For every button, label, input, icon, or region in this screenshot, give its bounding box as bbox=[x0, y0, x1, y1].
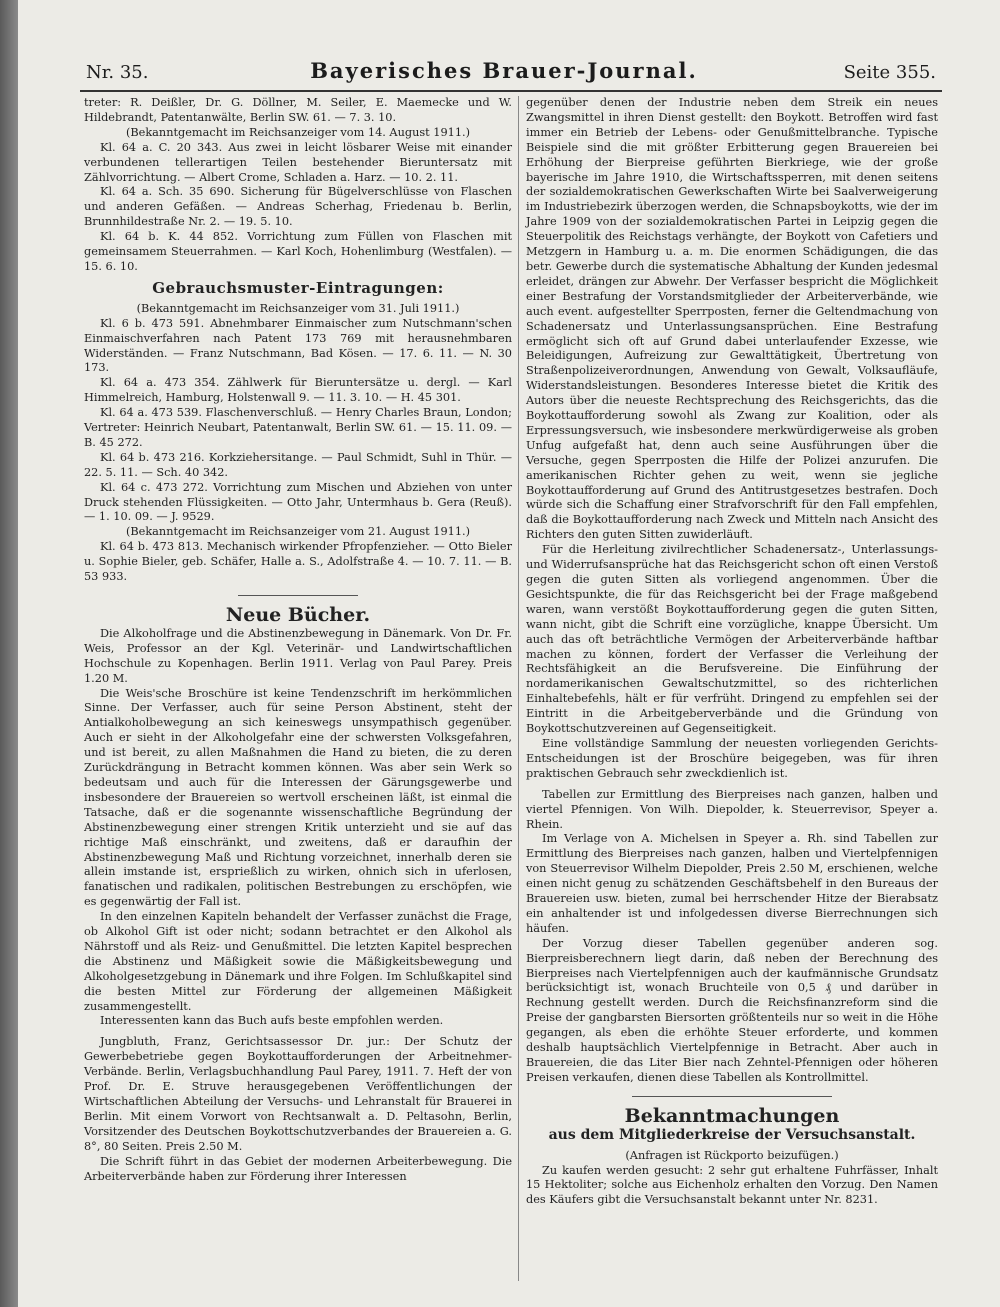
section-subheading: aus dem Mitgliederkreise der Versuchsanstalt. bbox=[548, 1126, 916, 1143]
utility-model-entry: Kl. 64 b. 473 216. Korkziehersitange. — Paul Schmidt, Suhl in Thür. — 22. 5. 11. — Sch. 40 342. bbox=[84, 450, 512, 479]
right-column bbox=[526, 96, 938, 1208]
section-heading-bekanntmachungen: Bekanntmachungen bbox=[624, 1104, 840, 1127]
utility-model-entry: Kl. 64 c. 473 272. Vorrichtung zum Mischen und Abziehen von unter Druck stehenden Flüssigkeiten. — Otto Jahr, Untermhaus b. Gera (Reuß). — 1. 10. 09. — J. 9529. bbox=[84, 480, 512, 524]
review-paragraph: Eine vollständige Sammlung der neuesten vorliegenden Gerichts-Entscheidungen ist der Broschüre beigegeben, was für ihren praktischen Gebrauch sehr zweckdienlich ist. bbox=[526, 736, 938, 780]
patent-entry: treter: R. Deißler, Dr. G. Döllner, M. Seiler, E. Maemecke und W. Hildebrandt, Patentanwälte, Berlin SW. 61. — 7. 3. 10. bbox=[84, 96, 512, 124]
review-paragraph: Die Schrift führt in das Gebiet der modernen Arbeiterbewegung. Die Arbeiterverbände haben zur Förderung ihrer Interessen bbox=[84, 1154, 512, 1183]
book-title-entry: Die Alkoholfrage und die Abstinenzbewegung in Dänemark. Von Dr. Fr. Weis, Professor an der Kgl. Veterinär- und Landwirtschaftlichen Hochschule zu Kopenhagen. Berlin 1911. Verlag von Paul Parey. Preis 1.20 M. bbox=[84, 626, 512, 685]
section-heading-gebrauchsmuster: Gebrauchsmuster-Eintragungen: bbox=[152, 278, 444, 297]
review-paragraph: Interessenten kann das Buch aufs beste empfohlen werden. bbox=[100, 1014, 444, 1028]
review-paragraph: Im Verlage von A. Michelsen in Speyer a. Rh. sind Tabellen zur Ermittlung des Bierpreises nach ganzen, halben und Viertelpfennigen von Steuerrevisor Wilhelm Diepolder, Preis 2.50 M, erschienen, welche einen nicht genug zu schätzenden Geschäftsbehelf in den Bureaus der Brauereien usw. bieten, zumal bei herrschender Hitze der Bierabsatz ein anhaltender ist und infolgedessen diverse Bierrechnungen sich häufen. bbox=[526, 832, 938, 935]
patent-entry: Kl. 64 b. K. 44 852. Vorrichtung zum Füllen von Flaschen mit gemeinsamem Steuerrahmen. — Karl Koch, Hohenlimburg (Westfalen). — 15. 6. 10. bbox=[84, 230, 512, 273]
book-gutter bbox=[0, 0, 18, 1307]
page-header bbox=[68, 56, 940, 90]
notice-note: (Anfragen ist Rückporto beizufügen.) bbox=[625, 1148, 839, 1162]
review-paragraph: gegenüber denen der Industrie neben dem Streik ein neues Zwangsmittel in ihren Dienst gestellt: den Boykott. Betroffen wird fast immer ein Betrieb der Lebens- oder Genußmittelbranche. Typische Beispiele sind die mit größter Erbitterung gegen Brauereien bei Erhöhung der Bierpreise geführten Bierkriege, wie der große bayerische im Jahre 1910, die Wirtschaftssperren, mit denen seitens der sozialdemokratischen Gewerkschaften Wirte bei Saalverweigerung im Industriebezirk überzogen werden, die Schnapsboykotts, wie der im Jahre 1909 von der sozialdemokratischen Partei in Leipzig gegen die Steuerpolitik des Reichstags verhängte, der Boykott von Cafetiers und Metzgern in Hamburg u. a. m. Die enormen Schädigungen, die das betr. Gewerbe durch die systematische Abhaltung der Kunden jedesmal erleidet, drängen zur Abwehr. Der Verfasser bespricht die Möglichkeit einer Bestrafung der Vorstandsmitglieder der Arbeiterverbände, wie auch event. aufgestellter Sperrposten, ferner die Geltendmachung von Schadenersatz und Unterlassungsansprüchen. Eine Bestrafung ermöglicht sich oft auf Grund dabei unterlaufender Exzesse, wie Beleidigungen, Aufreizung zur Gewalttätigkeit, Übertretung von Straßenpolizeiverordnungen, Anwendung von Gewalt, Volksaufläufe, Widerstandsleistungen. Besonderes Interesse bietet die Kritik des Autors über die neueste Rechtsprechung des Reichsgerichts, das die Boykottaufforderung sowohl als Zwang zur Koalition, oder als Erpressungsversuch, wie insbesondere merkwürdigerweise als groben Unfug aufgefaßt hat, denn auch seine Ausführungen über die Versuche, gegen Sperrposten die Hilfe der Polizei anzurufen. Die amerikanischen Richter gehen zu weit, wenn sie jegliche Boykottaufforderung auf Grund des Antitrustgesetzes bestrafen. Doch würde sich die Schaffung einer Strafvorschrift für den Fall empfehlen, daß die Boykottaufforderung nach Zweck und Mitteln nach Ansicht des Richters den guten Sitten zuwiderläuft. bbox=[526, 96, 938, 542]
review-paragraph: In den einzelnen Kapiteln behandelt der Verfasser zunächst die Frage, ob Alkohol Gift ist oder nicht; sodann betrachtet er den Alkohol als Nährstoff und als Reiz- und Genußmittel. Die letzten Kapitel besprechen die Abstinenz und Mäßigkeit sowie die Mäßigkeitsbewegung und Alkoholgesetzgebung in Dänemark und ihre Folgen. Im Schlußkapitel sind die besten Mittel zur Förderung der allgemeinen Mäßigkeit zusammengestellt. bbox=[84, 910, 512, 1013]
publication-note: (Bekanntgemacht im Reichsanzeiger vom 31. Juli 1911.) bbox=[136, 301, 460, 315]
publication-note: (Bekanntgemacht im Reichsanzeiger vom 21. August 1911.) bbox=[125, 525, 471, 539]
section-divider bbox=[632, 1096, 832, 1097]
header-rule bbox=[80, 90, 942, 92]
section-heading-neue-buecher: Neue Bücher. bbox=[225, 604, 371, 626]
patent-entry: Kl. 64 a. Sch. 35 690. Sicherung für Bügelverschlüsse von Flaschen und anderen Gefäßen. — Andreas Scherhag, Friedenau b. Berlin, Brunnhildestraße Nr. 2. — 19. 5. 10. bbox=[84, 185, 512, 229]
book-title-entry: Jungbluth, Franz, Gerichtsassessor Dr. jur.: Der Schutz der Gewerbebetriebe gegen Boykottaufforderungen der Arbeitnehmer-Verbände. Berlin, Verlagsbuchhandlung Paul Parey, 1911. 7. Heft der von Prof. Dr. E. Struve herausgegebenen Veröffentlichungen der Wirtschaftlichen Abteilung der Versuchs- und Lehranstalt für Brauerei in Berlin. Mit einem Vorwort von Rechtsanwalt a. D. Peltasohn, Berlin, Vorsitzender des Deutschen Boykottschutzverbandes der Brauereien a. G. 8°, 80 Seiten. Preis 2.50 M. bbox=[84, 1035, 512, 1153]
book-title-entry: Tabellen zur Ermittlung des Bierpreises nach ganzen, halben und viertel Pfennigen. Von Wilh. Diepolder, k. Steuerrevisor, Speyer a. Rhein. bbox=[526, 787, 938, 831]
journal-title: Bayerisches Brauer-Journal. bbox=[310, 58, 698, 83]
utility-model-entry: Kl. 64 a. 473 354. Zählwerk für Bieruntersätze u. dergl. — Karl Himmelreich, Hamburg, Holstenwall 9. — 11. 3. 10. — H. 45 301. bbox=[84, 376, 512, 405]
issue-number: Nr. 35. bbox=[86, 62, 149, 83]
notice-entry: Zu kaufen werden gesucht: 2 sehr gut erhaltene Fuhrfässer, Inhalt 15 Hektoliter; solche aus Eichenholz erhalten den Vorzug. Den Namen des Käufers gibt die Versuchsanstalt bekannt unter Nr. 8231. bbox=[526, 1163, 938, 1207]
page-number: Seite 355. bbox=[843, 62, 936, 83]
column-divider bbox=[518, 96, 519, 1281]
left-column bbox=[84, 96, 512, 1184]
patent-entry: Kl. 64 a. C. 20 343. Aus zwei in leicht lösbarer Weise mit einander verbundenen tellerartigen Teilen bestehender Bieruntersatz mit Zählvorrichtung. — Albert Crome, Schladen a. Harz. — 10. 2. 11. bbox=[84, 140, 512, 184]
utility-model-entry: Kl. 64 a. 473 539. Flaschenverschluß. — Henry Charles Braun, London; Vertreter: Heinrich Neubart, Patentanwalt, Berlin SW. 61. — 15. 11. 09. — B. 45 272. bbox=[84, 406, 512, 449]
publication-note: (Bekanntgemacht im Reichsanzeiger vom 14. August 1911.) bbox=[125, 125, 471, 139]
utility-model-entry: Kl. 64 b. 473 813. Mechanisch wirkender Pfropfenzieher. — Otto Bieler u. Sophie Bieler, geb. Schäfer, Halle a. S., Adolfstraße 4. — 10. 7. 11. — B. 53 933. bbox=[84, 540, 512, 584]
section-divider bbox=[238, 595, 358, 596]
review-paragraph: Der Vorzug dieser Tabellen gegenüber anderen sog. Bierpreisberechnern liegt darin, daß neben der Berechnung des Bierpreises nach Viertelpfennigen auch der kaufmännische Grundsatz berücksichtigt ist, wonach Bruchteile von 0,5 ₰ und darüber in Rechnung gestellt werden. Durch die Reichsfinanzreform sind die Preise der gangbarsten Biersorten größtenteils nur so weit in die Höhe gegangen, als eben die erhöhte Steuer erforderte, und kommen deshalb hauptsächlich Viertelpfennige in Betracht. Aber auch in Brauereien, die das Liter Bier nach Zehntel-Pfennigen oder höheren Preisen verkaufen, dienen diese Tabellen als Kontrollmittel. bbox=[526, 936, 938, 1084]
utility-model-entry: Kl. 6 b. 473 591. Abnehmbarer Einmaischer zum Nutschmann'schen Einmaischverfahren nach Patent 173 769 mit herausnehmbaren Widerständen. — Franz Nutschmann, Bad Kösen. — 17. 6. 11. — N. 30 173. bbox=[84, 316, 512, 375]
review-paragraph: Die Weis'sche Broschüre ist keine Tendenzschrift im herkömmlichen Sinne. Der Verfasser, auch für seine Person Abstinent, steht der Antialkoholbewegung an sich keineswegs unsympathisch gegenüber. Auch er sieht in der Alkoholgefahr eine der schwersten Volksgefahren, und ist bereit, zu allen Maßnahmen die Hand zu bieten, die zu deren Zurückdrängung in Betracht kommen können. Was aber sein Werk so bedeutsam und auch für die Interessen der Gärungsgewerbe und insbesondere der Brauereien so wertvoll erscheinen läßt, ist einmal die Tatsache, daß er die sogenannte wissenschaftliche Begründung der Abstinenzbewegung einer strengen Kritik unterzieht und sie auf das richtige Maß einschränkt, und zweitens, daß er daraufhin der Abstinenzbewegung Maß und Richtung vorzeichnet, innerhalb deren sie allein imstande ist, ersprießlich zu wirken, ohnich sich in uferlosen, fanatischen und radikalen, politischen Bestrebungen zu erschöpfen, wie es gegenwärtig der Fall ist. bbox=[84, 686, 512, 909]
review-paragraph: Für die Herleitung zivilrechtlicher Schadenersatz-, Unterlassungs- und Widerrufsansprüche hat das Reichsgericht schon oft einen Verstoß gegen die guten Sitten als vorliegend angenommen. Über die Gesichtspunkte, die für das Reichsgericht bei der Frage maßgebend waren, wann verstößt Boykottaufforderung gegen die guten Sitten, wann nicht, gibt die Schrift eine vorzügliche, knappe Übersicht. Um auch das oft beträchtliche Vermögen der Arbeiterverbände haftbar machen zu können, fordert der Verfasser die Verleihung der Rechtsfähigkeit an die Berufsvereine. Die Einführung der nordamerikanischen Gewaltschutzmittel, so des richterlichen Einhaltebefehls, hält er für verfrüht. Dringend zu empfehlen sei der Eintritt in die Arbeitgeberverbände und die Gründung von Boykottschutzvereinen auf Gegenseitigkeit. bbox=[526, 543, 938, 736]
